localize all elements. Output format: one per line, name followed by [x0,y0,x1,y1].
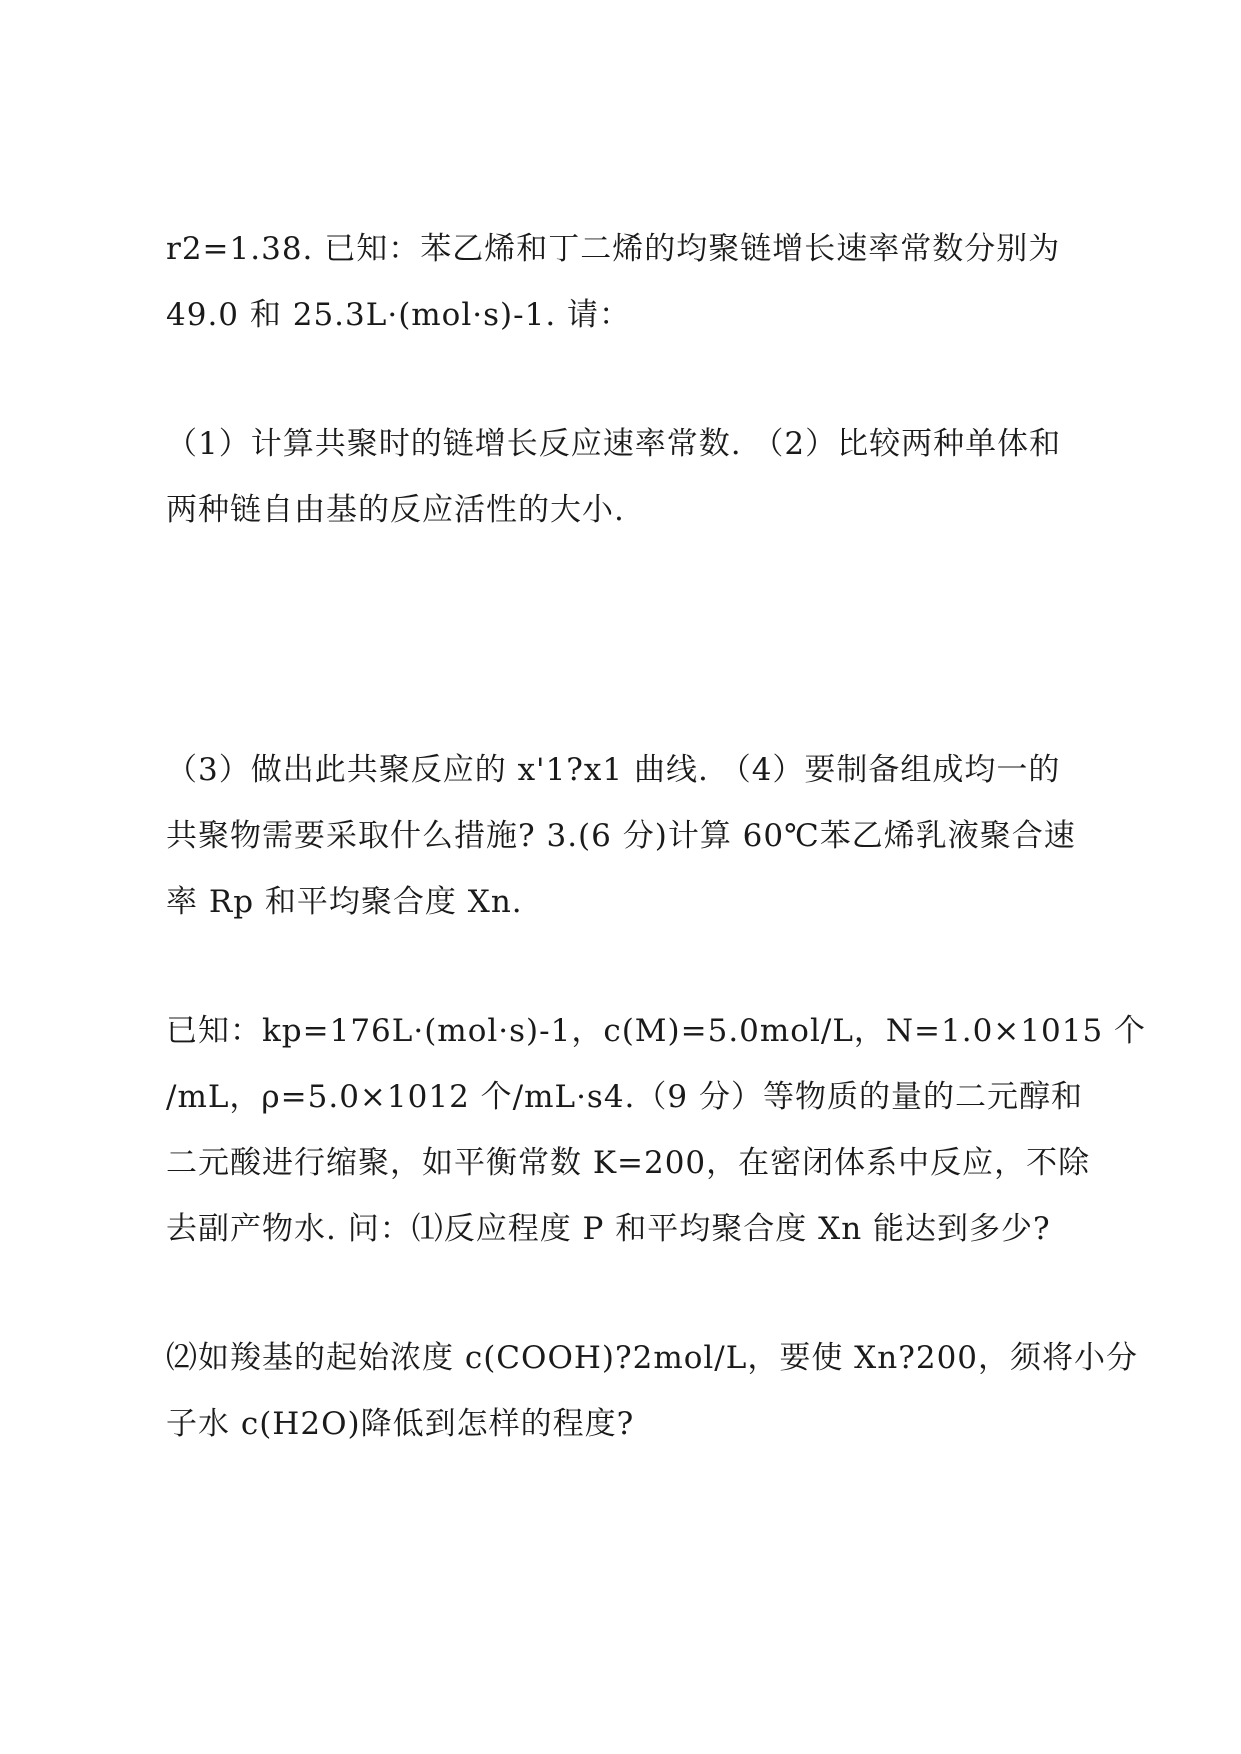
text-line-7: 率 Rp 和平均聚合度 Xn. [166,884,523,920]
text-line-4: 两种链自由基的反应活性的大小. [166,492,625,528]
text-line-12: ⑵如羧基的起始浓度 c(COOH)?2mol/L，要使 Xn?200，须将小分 [166,1340,1139,1376]
text-line-6: 共聚物需要采取什么措施? 3.(6 分)计算 60℃苯乙烯乳液聚合速 [166,818,1076,854]
text-line-3: （1）计算共聚时的链增长反应速率常数. （2）比较两种单体和 [166,426,1062,462]
text-line-10: 二元酸进行缩聚，如平衡常数 K=200，在密闭体系中反应，不除 [166,1145,1091,1181]
text-line-5: （3）做出此共聚反应的 x'1?x1 曲线. （4）要制备组成均一的 [166,752,1061,788]
text-line-2: 49.0 和 25.3L·(mol·s)-1. 请： [166,297,632,333]
text-line-1: r2=1.38. 已知：苯乙烯和丁二烯的均聚链增长速率常数分别为 [166,231,1061,267]
text-line-8: 已知：kp=176L·(mol·s)-1，c(M)=5.0mol/L，N=1.0×1015 个 [166,1013,1147,1049]
text-line-11: 去副产物水. 问：⑴反应程度 P 和平均聚合度 Xn 能达到多少? [166,1211,1051,1247]
text-line-9: /mL，ρ=5.0×1012 个/mL·s4.（9 分）等物质的量的二元醇和 [166,1079,1083,1115]
text-line-13: 子水 c(H2O)降低到怎样的程度? [166,1406,635,1442]
